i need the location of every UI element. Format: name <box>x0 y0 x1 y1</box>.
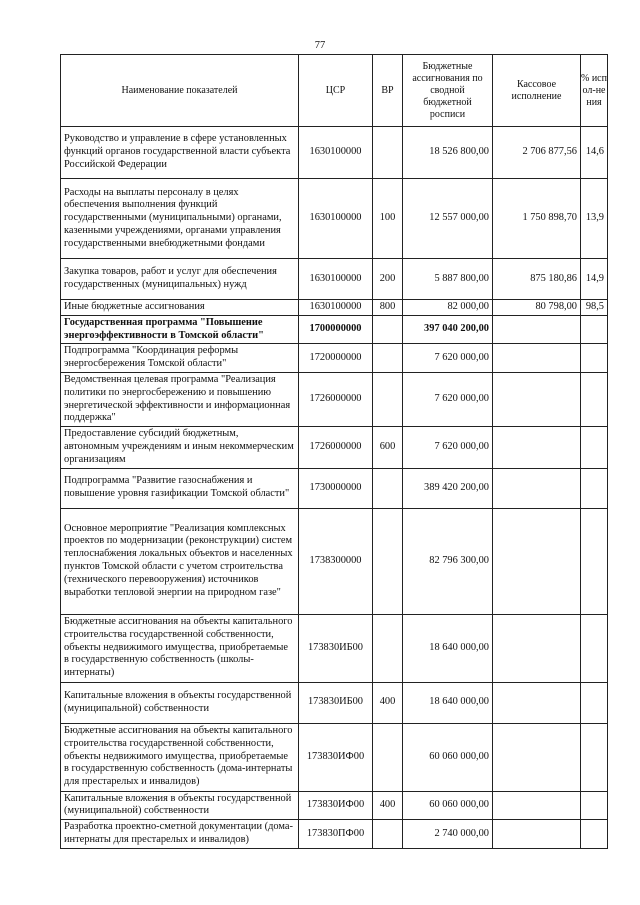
csr-code-cell: 173830ПФ00 <box>299 820 373 849</box>
budget-assignment-cell: 7 620 000,00 <box>403 372 493 426</box>
page-number: 77 <box>314 40 326 51</box>
execution-percent-cell <box>581 427 608 468</box>
execution-percent-cell <box>581 791 608 820</box>
cash-execution-cell <box>493 372 581 426</box>
csr-code-cell: 1700000000 <box>299 315 373 344</box>
vr-code-cell <box>373 315 403 344</box>
indicator-name-cell: Предоставление субсидий бюджетным, автономным учреждениям и иным некоммерческим организациям <box>61 427 299 468</box>
indicator-name-cell: Государственная программа "Повышение энергоэффективности в Томской области" <box>61 315 299 344</box>
indicator-name-cell: Бюджетные ассигнования на объекты капитального строительства государственной собственности, объекты недвижимого имущества, приобретаемые в государственную собственность (школы-интернаты) <box>61 614 299 682</box>
budget-assignment-cell: 18 640 000,00 <box>403 614 493 682</box>
budget-assignment-cell: 82 000,00 <box>403 300 493 316</box>
cash-execution-cell: 80 798,00 <box>493 300 581 316</box>
table-row <box>61 508 608 614</box>
csr-code-cell: 1726000000 <box>299 372 373 426</box>
csr-code-cell: 173830ИБ00 <box>299 614 373 682</box>
execution-percent-cell <box>581 468 608 508</box>
table-row <box>61 315 608 344</box>
table-row <box>61 179 608 259</box>
cash-execution-cell <box>493 723 581 791</box>
csr-code-cell: 1720000000 <box>299 344 373 373</box>
cash-execution-cell: 875 180,86 <box>493 259 581 300</box>
csr-code-cell: 1630100000 <box>299 179 373 259</box>
table-row <box>61 820 608 849</box>
vr-code-cell <box>373 614 403 682</box>
vr-code-cell <box>373 127 403 179</box>
table-row <box>61 344 608 373</box>
execution-percent-cell <box>581 372 608 426</box>
vr-code-cell: 200 <box>373 259 403 300</box>
budget-assignment-cell: 2 740 000,00 <box>403 820 493 849</box>
execution-percent-cell <box>581 508 608 614</box>
indicator-name-cell: Капитальные вложения в объекты государственной (муниципальной) собственности <box>61 791 299 820</box>
cash-execution-cell <box>493 820 581 849</box>
indicator-name-cell: Бюджетные ассигнования на объекты капитального строительства государственной собственности, объекты недвижимого имущества, приобретаемые в государственную собственность (дома-интернаты для престарелых и инвалидов) <box>61 723 299 791</box>
indicator-name-cell: Капитальные вложения в объекты государственной (муниципальной) собственности <box>61 682 299 723</box>
cash-execution-cell <box>493 344 581 373</box>
execution-percent-cell <box>581 344 608 373</box>
indicator-name-cell: Руководство и управление в сфере установленных функций органов государственной власти субъекта Российской Федерации <box>61 127 299 179</box>
table-row <box>61 127 608 179</box>
table-row <box>61 791 608 820</box>
execution-percent-cell <box>581 820 608 849</box>
budget-assignment-cell: 7 620 000,00 <box>403 427 493 468</box>
header-csr: ЦСР <box>299 55 373 127</box>
csr-code-cell: 1730000000 <box>299 468 373 508</box>
execution-percent-cell <box>581 315 608 344</box>
cash-execution-cell <box>493 614 581 682</box>
table-row <box>61 723 608 791</box>
table-row <box>61 427 608 468</box>
budget-assignment-cell: 18 526 800,00 <box>403 127 493 179</box>
cash-execution-cell: 2 706 877,56 <box>493 127 581 179</box>
vr-code-cell <box>373 508 403 614</box>
table-body <box>61 127 608 849</box>
indicator-name-cell: Расходы на выплаты персоналу в целях обеспечения выполнения функций государственными (муниципальными) органами, казенными учреждениями, органами управления государственными внебюджетными фондами <box>61 179 299 259</box>
budget-assignment-cell: 60 060 000,00 <box>403 791 493 820</box>
cash-execution-cell <box>493 427 581 468</box>
csr-code-cell: 1726000000 <box>299 427 373 468</box>
header-assignments: Бюджетные ассигнования по сводной бюджетной росписи <box>403 55 493 127</box>
execution-percent-cell: 13,9 <box>581 179 608 259</box>
header-name: Наименование показателей <box>61 55 299 127</box>
execution-percent-cell <box>581 723 608 791</box>
cash-execution-cell <box>493 791 581 820</box>
csr-code-cell: 173830ИФ00 <box>299 723 373 791</box>
csr-code-cell: 173830ИФ00 <box>299 791 373 820</box>
table-row <box>61 300 608 316</box>
vr-code-cell <box>373 344 403 373</box>
vr-code-cell <box>373 372 403 426</box>
vr-code-cell <box>373 820 403 849</box>
csr-code-cell: 1738300000 <box>299 508 373 614</box>
table-header-row <box>61 55 608 127</box>
cash-execution-cell <box>493 315 581 344</box>
table-row <box>61 259 608 300</box>
indicator-name-cell: Разработка проектно-сметной документации (дома-интернаты для престарелых и инвалидов) <box>61 820 299 849</box>
header-percent: % испол-нения <box>581 55 608 127</box>
budget-assignment-cell: 82 796 300,00 <box>403 508 493 614</box>
table-row <box>61 468 608 508</box>
budget-assignment-cell: 18 640 000,00 <box>403 682 493 723</box>
budget-assignment-cell: 397 040 200,00 <box>403 315 493 344</box>
header-cash-execution: Кассовое исполнение <box>493 55 581 127</box>
execution-percent-cell: 14,9 <box>581 259 608 300</box>
vr-code-cell: 600 <box>373 427 403 468</box>
budget-assignment-cell: 12 557 000,00 <box>403 179 493 259</box>
budget-assignment-cell: 389 420 200,00 <box>403 468 493 508</box>
csr-code-cell: 1630100000 <box>299 259 373 300</box>
vr-code-cell <box>373 723 403 791</box>
indicator-name-cell: Закупка товаров, работ и услуг для обеспечения государственных (муниципальных) нужд <box>61 259 299 300</box>
indicator-name-cell: Ведомственная целевая программа "Реализация политики по энергосбережению и повышению энергетической эффективности и информационная поддержка" <box>61 372 299 426</box>
cash-execution-cell <box>493 682 581 723</box>
budget-assignment-cell: 60 060 000,00 <box>403 723 493 791</box>
table-row <box>61 682 608 723</box>
vr-code-cell: 400 <box>373 791 403 820</box>
cash-execution-cell <box>493 508 581 614</box>
execution-percent-cell <box>581 614 608 682</box>
vr-code-cell: 100 <box>373 179 403 259</box>
indicator-name-cell: Иные бюджетные ассигнования <box>61 300 299 316</box>
header-vr: ВР <box>373 55 403 127</box>
indicator-name-cell: Основное мероприятие "Реализация комплексных проектов по модернизации (реконструкции) систем теплоснабжения локальных объектов и населенных пунктов Томской области с учетом строительства (технического перевооружения) источников выработки тепловой энергии на природном газе" <box>61 508 299 614</box>
vr-code-cell <box>373 468 403 508</box>
cash-execution-cell: 1 750 898,70 <box>493 179 581 259</box>
execution-percent-cell: 98,5 <box>581 300 608 316</box>
csr-code-cell: 1630100000 <box>299 127 373 179</box>
csr-code-cell: 1630100000 <box>299 300 373 316</box>
indicator-name-cell: Подпрограмма "Координация реформы энергосбережения Томской области" <box>61 344 299 373</box>
csr-code-cell: 173830ИБ00 <box>299 682 373 723</box>
cash-execution-cell <box>493 468 581 508</box>
table-row <box>61 372 608 426</box>
budget-assignment-cell: 7 620 000,00 <box>403 344 493 373</box>
budget-assignment-cell: 5 887 800,00 <box>403 259 493 300</box>
indicator-name-cell: Подпрограмма "Развитие газоснабжения и повышение уровня газификации Томской области" <box>61 468 299 508</box>
table-row <box>61 614 608 682</box>
execution-percent-cell <box>581 682 608 723</box>
execution-percent-cell: 14,6 <box>581 127 608 179</box>
budget-execution-table <box>60 54 608 849</box>
vr-code-cell: 400 <box>373 682 403 723</box>
vr-code-cell: 800 <box>373 300 403 316</box>
